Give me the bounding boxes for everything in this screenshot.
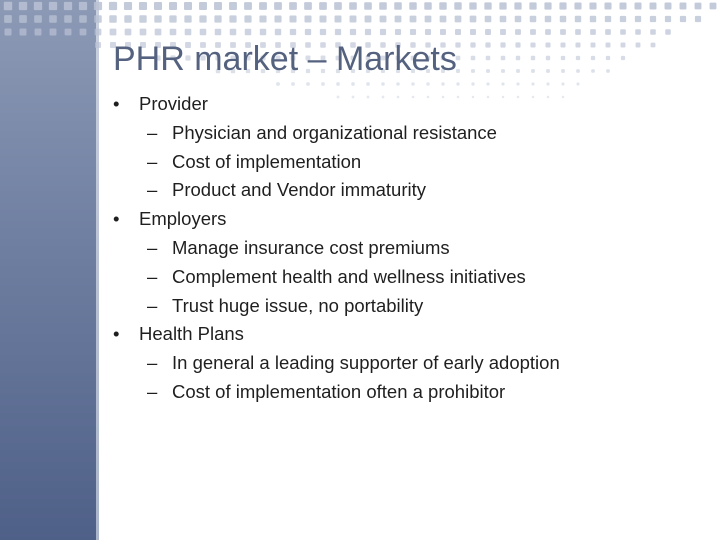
pattern-dot: [530, 42, 535, 47]
pattern-dot: [394, 2, 402, 10]
pattern-dot: [621, 56, 625, 60]
pattern-dot: [500, 29, 506, 35]
pattern-dot: [79, 2, 87, 10]
sub-bullet-text: Cost of implementation often a prohibitor: [172, 381, 506, 402]
pattern-dot: [49, 2, 57, 10]
dash-marker: –: [147, 381, 158, 402]
pattern-dot: [352, 96, 355, 99]
sub-bullet-item: [147, 119, 497, 147]
pattern-dot: [606, 69, 610, 73]
pattern-dot: [94, 15, 101, 22]
sub-bullet-item: [147, 378, 505, 406]
pattern-dot: [274, 15, 281, 22]
pattern-dot: [380, 16, 387, 23]
pattern-dot: [636, 43, 641, 48]
pattern-dot: [184, 15, 191, 22]
pattern-dot: [516, 69, 520, 73]
sub-bullet-item: [147, 349, 560, 377]
pattern-dot: [409, 2, 416, 9]
pattern-dot: [531, 56, 535, 60]
pattern-dot: [337, 96, 340, 99]
pattern-dot: [199, 15, 206, 22]
pattern-dot: [34, 2, 42, 10]
pattern-dot: [140, 29, 147, 36]
pattern-dot: [606, 56, 610, 60]
pattern-dot: [530, 16, 537, 23]
pattern-dot: [365, 16, 372, 23]
pattern-dot: [501, 82, 504, 85]
pattern-dot: [379, 2, 387, 10]
pattern-dot: [680, 3, 687, 10]
pattern-dot: [321, 82, 324, 85]
pattern-dot: [229, 15, 236, 22]
pattern-dot: [575, 29, 581, 35]
pattern-dot: [305, 29, 311, 35]
pattern-dot: [19, 2, 27, 10]
pattern-dot: [34, 15, 42, 23]
pattern-dot: [559, 2, 566, 9]
pattern-dot: [650, 3, 657, 10]
pattern-dot: [485, 16, 492, 23]
pattern-dot: [110, 29, 117, 36]
pattern-dot: [485, 42, 490, 47]
pattern-dot: [574, 2, 581, 9]
pattern-dot: [290, 29, 296, 35]
sub-bullet-item: [147, 234, 450, 262]
pattern-dot: [589, 2, 596, 9]
bullet-text: Provider: [139, 93, 208, 114]
pattern-dot: [502, 96, 504, 98]
bullet-marker: •: [113, 208, 120, 229]
sub-bullet-text: Physician and organizational resistance: [172, 122, 497, 143]
pattern-dot: [335, 16, 342, 23]
pattern-dot: [275, 29, 281, 35]
pattern-dot: [427, 96, 430, 99]
pattern-dot: [185, 29, 192, 36]
pattern-dot: [426, 82, 429, 85]
pattern-dot: [199, 2, 207, 10]
bullet-item: [113, 90, 208, 118]
pattern-dot: [94, 2, 102, 10]
pattern-dot: [380, 29, 386, 35]
sub-bullet-item: [147, 148, 361, 176]
pattern-dot: [154, 2, 162, 10]
pattern-dot: [576, 69, 580, 73]
pattern-dot: [487, 96, 489, 98]
pattern-dot: [365, 29, 371, 35]
dash-marker: –: [147, 237, 158, 258]
pattern-dot: [64, 2, 72, 10]
pattern-dot: [457, 96, 459, 98]
bullet-text: Health Plans: [139, 323, 244, 344]
pattern-dot: [606, 43, 611, 48]
pattern-dot: [650, 29, 656, 35]
pattern-dot: [320, 29, 326, 35]
pattern-dot: [500, 16, 507, 23]
pattern-dot: [440, 16, 447, 23]
bullet-marker: •: [113, 323, 120, 344]
pattern-dot: [155, 29, 162, 36]
pattern-dot: [591, 69, 595, 73]
dash-marker: –: [147, 179, 158, 200]
pattern-dot: [531, 69, 535, 73]
pattern-dot: [561, 69, 565, 73]
pattern-dot: [620, 16, 626, 22]
pattern-dot: [50, 29, 57, 36]
pattern-dot: [5, 29, 12, 36]
pattern-dot: [304, 15, 311, 22]
pattern-dot: [214, 2, 222, 10]
pattern-dot: [485, 29, 491, 35]
pattern-dot: [470, 29, 476, 35]
pattern-dot: [471, 82, 474, 85]
pattern-dot: [562, 96, 564, 98]
pattern-dot: [139, 15, 146, 22]
pattern-dot: [486, 56, 491, 61]
pattern-dot: [125, 29, 132, 36]
pattern-dot: [532, 96, 534, 98]
pattern-dot: [545, 42, 550, 47]
pattern-dot: [395, 16, 402, 23]
pattern-dot: [154, 15, 161, 22]
pattern-dot: [576, 56, 580, 60]
pattern-dot: [4, 2, 12, 10]
pattern-dot: [397, 96, 400, 99]
pattern-dot: [515, 29, 521, 35]
pattern-dot: [335, 29, 341, 35]
sub-bullet-text: In general a leading supporter of early adoption: [172, 352, 560, 373]
pattern-dot: [139, 2, 147, 10]
pattern-dot: [424, 2, 431, 9]
pattern-dot: [561, 56, 565, 60]
pattern-dot: [575, 42, 580, 47]
slide-title: PHR market – Markets: [113, 40, 457, 78]
sub-bullet-text: Trust huge issue, no portability: [172, 295, 424, 316]
pattern-dot: [562, 83, 565, 86]
pattern-dot: [411, 82, 414, 85]
pattern-dot: [484, 2, 491, 9]
bullet-item: [113, 320, 244, 348]
pattern-dot: [381, 82, 384, 85]
pattern-dot: [560, 29, 566, 35]
pattern-dot: [590, 29, 596, 35]
pattern-dot: [304, 2, 312, 10]
pattern-dot: [455, 29, 461, 35]
pattern-dot: [124, 15, 131, 22]
pattern-dot: [412, 96, 415, 99]
pattern-dot: [260, 29, 266, 35]
pattern-dot: [64, 15, 72, 23]
pattern-dot: [229, 2, 237, 10]
pattern-dot: [471, 56, 476, 61]
pattern-dot: [545, 29, 551, 35]
pattern-dot: [500, 42, 505, 47]
pattern-dot: [425, 16, 432, 23]
pattern-dot: [471, 69, 475, 73]
pattern-dot: [560, 42, 565, 47]
pattern-dot: [605, 29, 611, 35]
pattern-dot: [395, 29, 401, 35]
pattern-dot: [516, 56, 520, 60]
pattern-dot: [546, 56, 550, 60]
pattern-dot: [529, 2, 536, 9]
pattern-dot: [560, 16, 566, 22]
pattern-dot: [635, 29, 641, 35]
dash-marker: –: [147, 151, 158, 172]
pattern-dot: [200, 29, 207, 36]
pattern-dot: [259, 15, 266, 22]
pattern-dot: [20, 29, 27, 36]
dash-marker: –: [147, 352, 158, 373]
pattern-dot: [515, 42, 520, 47]
pattern-dot: [244, 2, 252, 10]
pattern-dot: [547, 96, 549, 98]
pattern-dot: [441, 82, 444, 85]
pattern-dot: [516, 82, 519, 85]
pattern-dot: [65, 29, 72, 36]
pattern-dot: [410, 16, 417, 23]
pattern-dot: [289, 15, 296, 22]
pattern-dot: [665, 16, 671, 22]
sub-bullet-text: Manage insurance cost premiums: [172, 237, 450, 258]
pattern-dot: [501, 69, 505, 73]
pattern-dot: [501, 56, 505, 60]
pattern-dot: [575, 16, 581, 22]
sub-bullet-text: Cost of implementation: [172, 151, 362, 172]
pattern-dot: [455, 16, 462, 23]
pattern-dot: [350, 29, 356, 35]
pattern-dot: [486, 82, 489, 85]
pattern-dot: [695, 3, 702, 10]
sub-bullet-text: Product and Vendor immaturity: [172, 179, 426, 200]
pattern-dot: [577, 83, 580, 86]
pattern-dot: [350, 16, 357, 23]
bullet-marker: •: [113, 93, 120, 114]
pattern-dot: [591, 56, 595, 60]
pattern-dot: [499, 2, 506, 9]
pattern-dot: [367, 96, 370, 99]
pattern-dot: [546, 69, 550, 73]
pattern-dot: [366, 82, 369, 85]
pattern-dot: [230, 29, 236, 35]
pattern-dot: [169, 15, 176, 22]
pattern-dot: [276, 82, 280, 86]
pattern-dot: [169, 2, 177, 10]
pattern-dot: [547, 83, 550, 86]
pattern-dot: [665, 3, 672, 10]
pattern-dot: [259, 2, 267, 10]
pattern-dot: [650, 16, 656, 22]
pattern-dot: [425, 29, 431, 35]
pattern-dot: [442, 96, 445, 99]
pattern-dot: [95, 42, 101, 48]
pattern-dot: [456, 82, 459, 85]
pattern-dot: [289, 2, 297, 10]
dash-marker: –: [147, 295, 158, 316]
pattern-dot: [619, 2, 626, 9]
pattern-dot: [244, 15, 251, 22]
pattern-dot: [170, 29, 177, 36]
pattern-dot: [80, 29, 87, 36]
bullet-text: Employers: [139, 208, 227, 229]
pattern-dot: [396, 82, 399, 85]
dash-marker: –: [147, 266, 158, 287]
pattern-dot: [620, 29, 626, 35]
pattern-dot: [604, 2, 611, 9]
pattern-dot: [320, 16, 327, 23]
dash-marker: –: [147, 122, 158, 143]
pattern-dot: [4, 15, 12, 23]
pattern-dot: [695, 16, 701, 22]
pattern-dot: [124, 2, 132, 10]
pattern-dot: [410, 29, 416, 35]
pattern-dot: [95, 29, 102, 36]
pattern-dot: [351, 82, 354, 85]
pattern-dot: [49, 15, 57, 23]
pattern-dot: [531, 82, 534, 85]
pattern-dot: [665, 29, 671, 35]
pattern-dot: [651, 43, 656, 48]
pattern-dot: [382, 96, 385, 99]
pattern-dot: [605, 16, 611, 22]
pattern-dot: [274, 2, 282, 10]
pattern-dot: [319, 2, 327, 10]
pattern-dot: [486, 69, 490, 73]
pattern-dot: [245, 29, 251, 35]
pattern-dot: [109, 2, 117, 10]
pattern-dot: [109, 15, 116, 22]
pattern-dot: [291, 82, 295, 86]
pattern-dot: [680, 16, 686, 22]
pattern-dot: [545, 16, 551, 22]
pattern-dot: [334, 2, 342, 10]
pattern-dot: [214, 15, 221, 22]
pattern-dot: [306, 82, 310, 86]
pattern-dot: [635, 3, 642, 10]
pattern-dot: [215, 29, 222, 36]
bullet-item: [113, 205, 226, 233]
pattern-dot: [439, 2, 446, 9]
pattern-dot: [79, 15, 87, 23]
pattern-dot: [184, 2, 192, 10]
pattern-dot: [515, 16, 522, 23]
pattern-dot: [530, 29, 536, 35]
sub-bullet-item: [147, 176, 426, 204]
pattern-dot: [440, 29, 446, 35]
pattern-dot: [621, 43, 626, 48]
sub-bullet-item: [147, 263, 526, 291]
pattern-dot: [635, 16, 641, 22]
pattern-dot: [364, 2, 372, 10]
pattern-dot: [710, 3, 717, 10]
pattern-dot: [336, 82, 339, 85]
pattern-dot: [470, 42, 475, 47]
pattern-dot: [590, 16, 596, 22]
pattern-dot: [469, 2, 476, 9]
pattern-dot: [544, 2, 551, 9]
pattern-dot: [591, 43, 596, 48]
pattern-dot: [517, 96, 519, 98]
pattern-dot: [349, 2, 357, 10]
sub-bullet-item: [147, 292, 423, 320]
sub-bullet-text: Complement health and wellness initiatives: [172, 266, 526, 287]
pattern-dot: [470, 16, 477, 23]
pattern-dot: [35, 29, 42, 36]
pattern-dot: [19, 15, 27, 23]
pattern-dot: [472, 96, 474, 98]
pattern-dot: [514, 2, 521, 9]
pattern-dot: [454, 2, 461, 9]
